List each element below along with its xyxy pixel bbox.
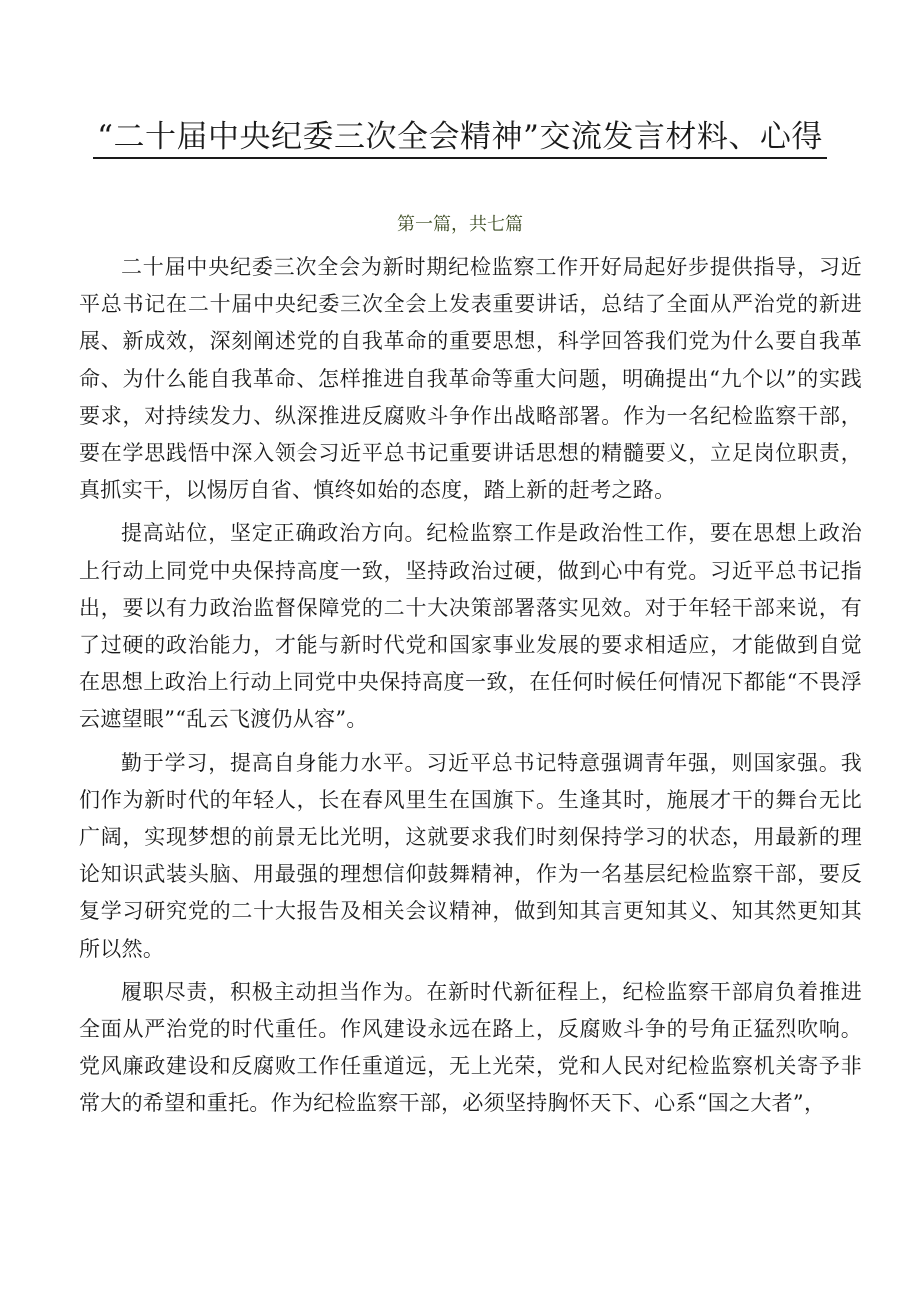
document-subtitle: 第一篇，共七篇 xyxy=(397,214,523,235)
document-body xyxy=(79,249,862,1129)
document-title xyxy=(70,112,850,162)
document-title-text: “二十届中央纪委三次全会精神”交流发言材料、心得 xyxy=(93,119,827,159)
paragraph: 履职尽责，积极主动担当作为。在新时代新征程上，纪检监察干部肩负着推进全面从严治党的时代重任。作风建设永远在路上，反腐败斗争的号角正猛烈吹响。党风廉政建设和反腐败工作任重道远，无上光荣，党和人民对纪检监察机关寄予非常大的希望和重托。作为纪检监察干部，必须坚持胸怀天下、心系“国之大者”， xyxy=(79,979,862,1116)
paragraph: 提高站位，坚定正确政治方向。纪检监察工作是政治性工作，要在思想上政治上行动上同党中央保持高度一致，坚持政治过硬，做到心中有党。习近平总书记指出，要以有力政治监督保障党的二十大决策部署落实见效。对于年轻干部来说，有了过硬的政治能力，才能与新时代党和国家事业发展的要求相适应，才能做到自觉在思想上政治上行动上同党中央保持高度一致，在任何时候任何情况下都能“不畏浮云遮望眼”“乱云飞渡仍从容”。 xyxy=(79,521,862,732)
paragraph: 勤于学习，提高自身能力水平。习近平总书记特意强调青年强，则国家强。我们作为新时代的年轻人，长在春风里生在国旗下。生逢其时，施展才干的舞台无比广阔，实现梦想的前景无比光明，这就要求我们时刻保持学习的状态，用最新的理论知识武装头脑、用最强的理想信仰鼓舞精神，作为一名基层纪检监察干部，要反复学习研究党的二十大报告及相关会议精神，做到知其言更知其义、知其然更知其所以然。 xyxy=(79,750,862,961)
paragraph: 二十届中央纪委三次全会为新时期纪检监察工作开好局起好步提供指导，习近平总书记在二十届中央纪委三次全会上发表重要讲话，总结了全面从严治党的新进展、新成效，深刻阐述党的自我革命的重要思想，科学回答我们党为什么要自我革命、为什么能自我革命、怎样推进自我革命等重大问题，明确提出“九个以”的实践要求，对持续发力、纵深推进反腐败斗争作出战略部署。作为一名纪检监察干部，要在学思践悟中深入领会习近平总书记重要讲话思想的精髓要义，立足岗位职责，真抓实干，以惕厉自省、慎终如始的态度，踏上新的赶考之路。 xyxy=(79,255,862,503)
